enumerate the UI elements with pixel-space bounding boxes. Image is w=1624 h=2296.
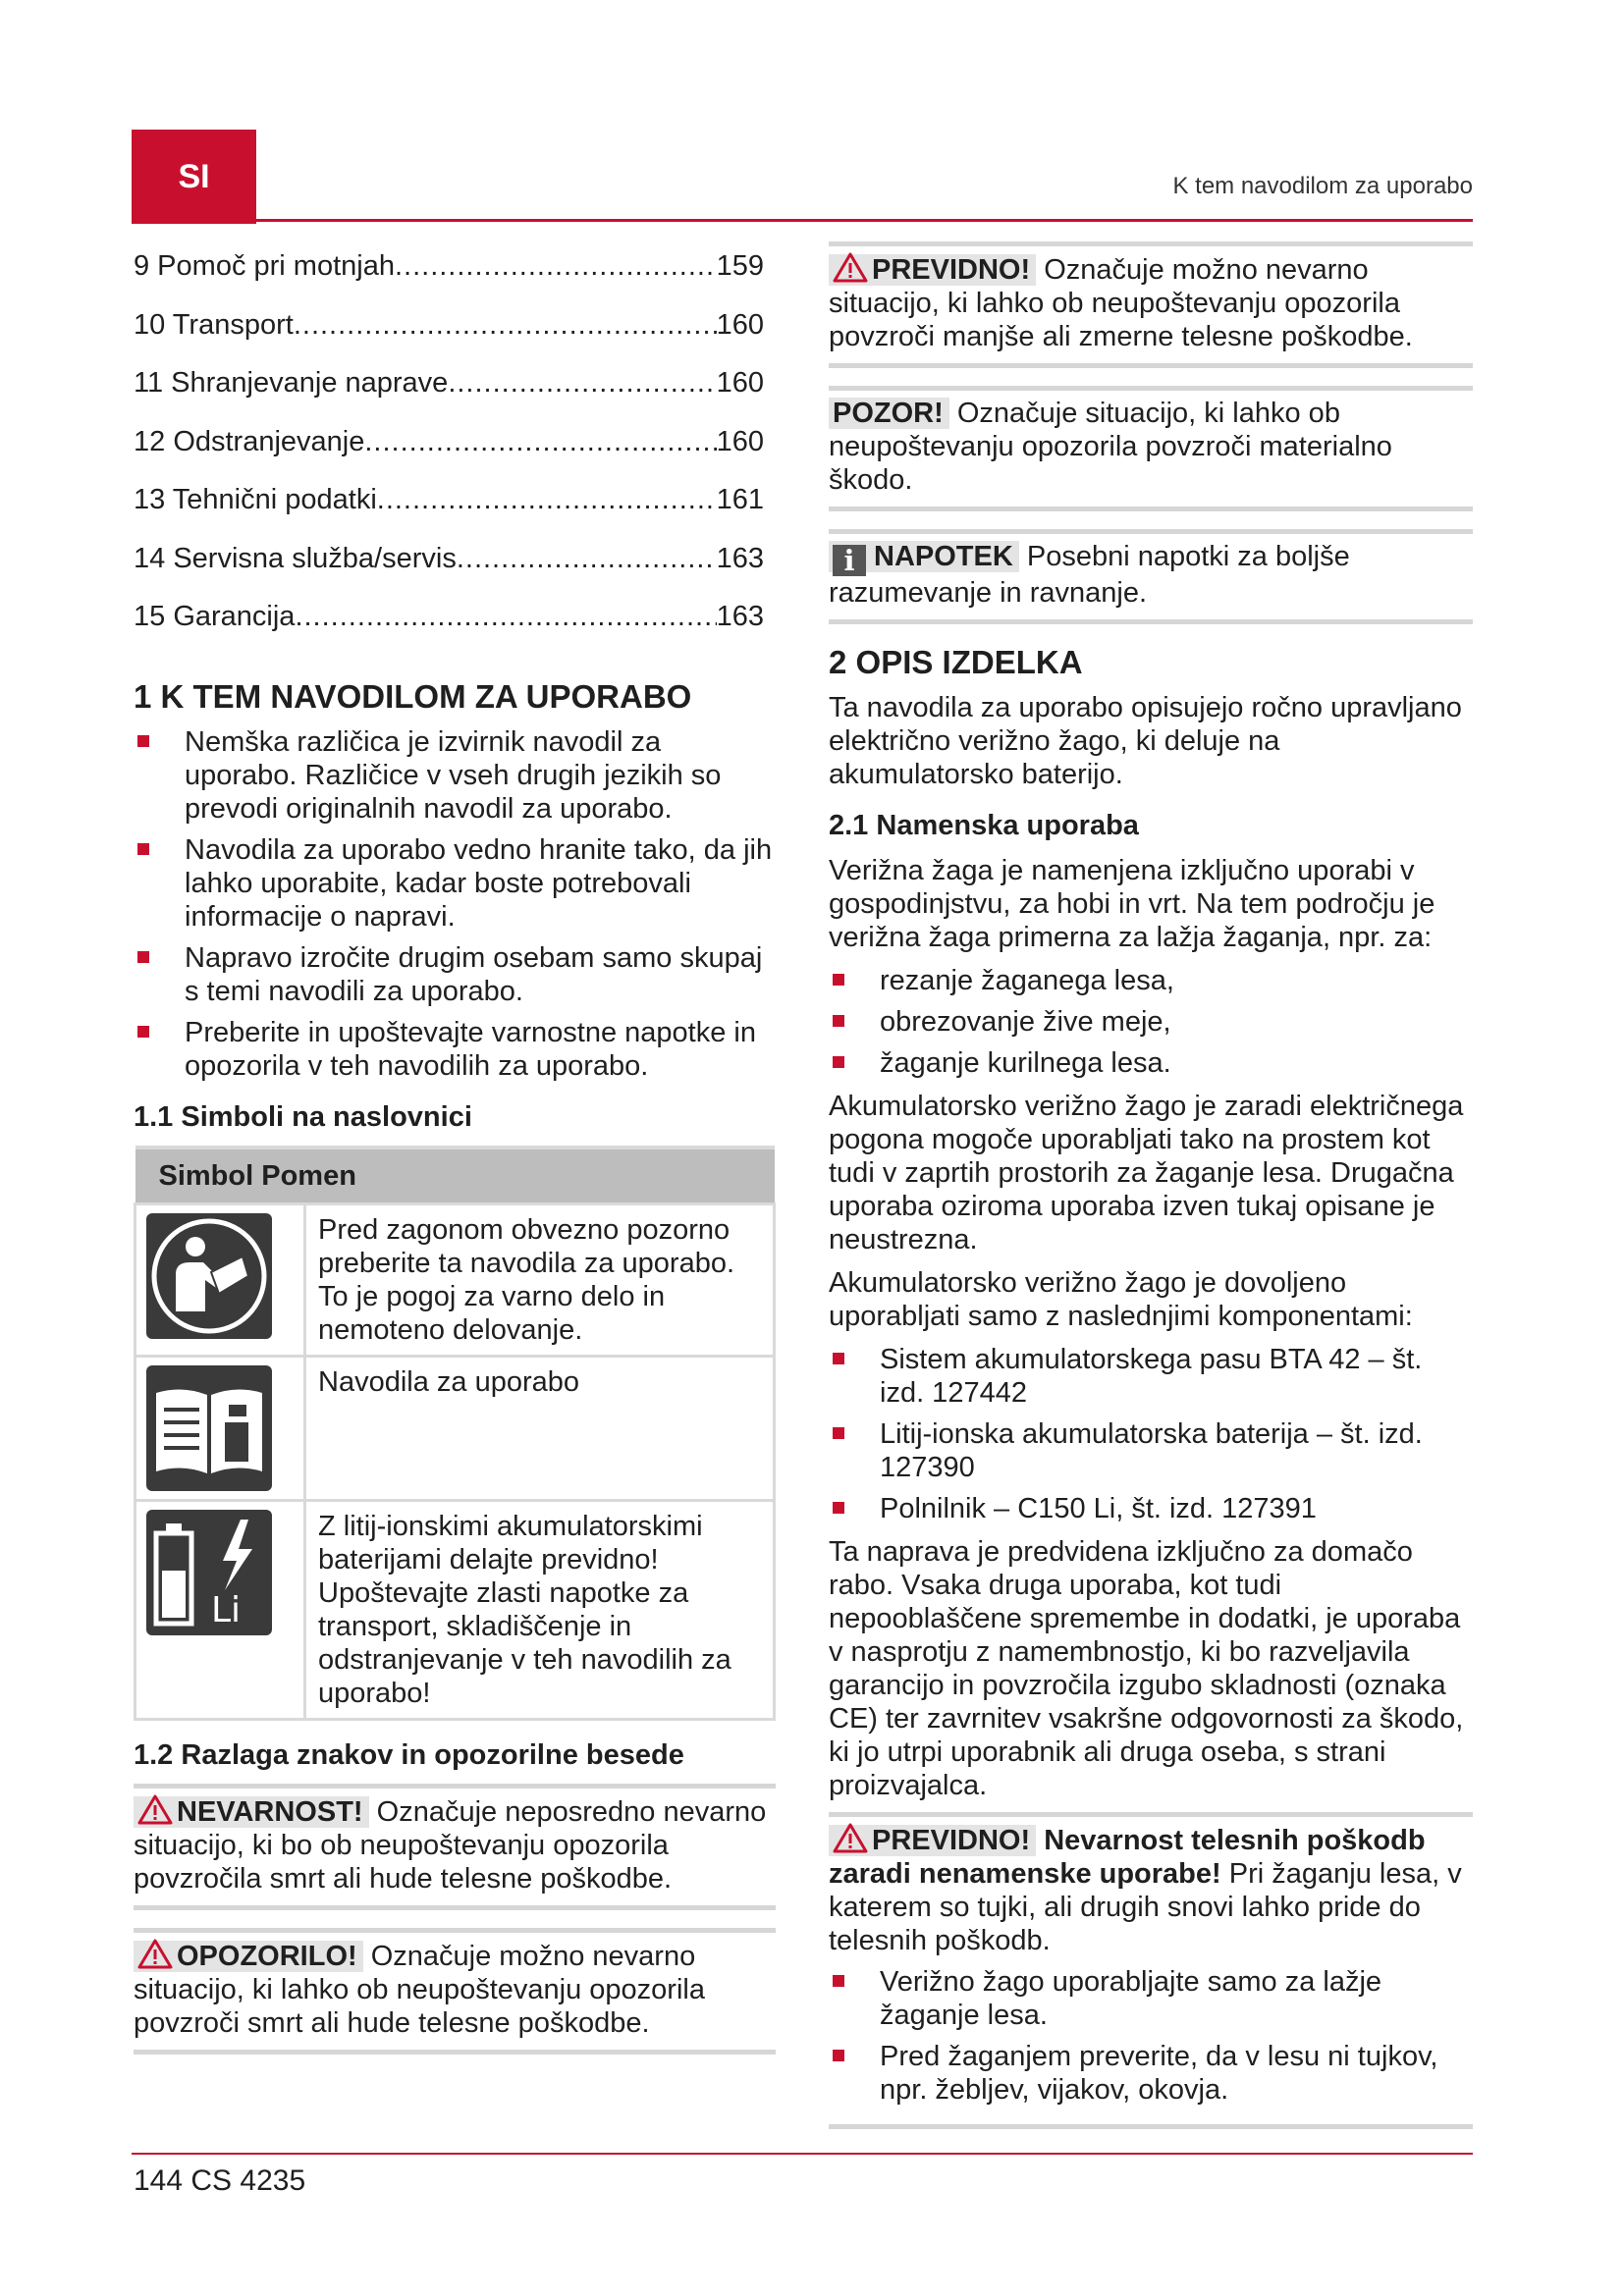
toc-label: 11 Shranjevanje naprave: [134, 367, 449, 399]
col-meaning-header: Pomen: [261, 1159, 356, 1192]
notice-text: Označuje možno nevarno situacijo, ki lahko ob neupoštevanju opozorila povzroči manjše ali zmerne telesne poškodbe.: [829, 254, 1413, 352]
toc-entry[interactable]: [134, 249, 776, 308]
signal-word-caution: [829, 254, 1036, 286]
components-list: [829, 1343, 1473, 1525]
notice-text: Označuje možno nevarno situacijo, ki lahko ob neupoštevanju opozorila povzroči smrt ali hude telesne poškodbe.: [134, 1940, 705, 2039]
subsection-1-2-heading: 1.2 Razlaga znakov in opozorilne besede: [134, 1738, 684, 1771]
toc-page: 159: [716, 250, 764, 282]
notice-text: Označuje neposredno nevarno situacijo, ki bo ob neupoštevanju opozorila povzročila smrt ali hude telesne poškodbe.: [134, 1795, 767, 1895]
toc-page: 160: [716, 425, 764, 457]
paragraph: Akumulatorsko verižno žago je zaradi električnega pogona mogoče uporabljati tako na prostem kot tudi v zaprtih prostorih za žaganje lesa. Drugačna uporaba oziroma uporaba izven tukaj opisane je neustrezna.: [829, 1091, 1464, 1255]
list-item: rezanje žaganega lesa,: [829, 964, 1473, 997]
signal-word-text: NAPOTEK: [874, 541, 1013, 572]
meaning-cell: Navodila za uporabo: [305, 1356, 775, 1500]
warning-triangle-icon: [137, 1939, 173, 1969]
list-item: Litij-ionska akumulatorska baterija – št. izd. 127390: [829, 1417, 1473, 1484]
toc-entry[interactable]: [134, 366, 776, 425]
toc-label: 14 Servisna služba/servis: [134, 542, 457, 574]
toc-entry[interactable]: [134, 308, 776, 367]
attention-notice: [829, 386, 1473, 511]
paragraph: Verižna žaga je namenjena izključno uporabi v gospodinjstvu, za hobi in vrt. Na tem področju je verižna žaga primerna za lažja žaganja, npr. za:: [829, 855, 1435, 953]
toc-entry[interactable]: [134, 425, 776, 484]
toc-label: 12 Odstranjevanje: [134, 425, 365, 457]
list-item: žaganje kurilnega lesa.: [829, 1046, 1473, 1080]
meaning-cell: Z litij-ionskimi akumulatorskimi baterijami delajte previdno! Upoštevajte zlasti napotke za transport, skladiščenje in odstranjevanje v teh navodilih za uporabo!: [305, 1500, 775, 1719]
warning-triangle-icon: [833, 1823, 868, 1853]
toc-page: 160: [716, 308, 764, 341]
section-2-heading: 2 OPIS IZDELKA: [829, 644, 1083, 680]
col-symbol-header: Simbol: [158, 1159, 254, 1192]
toc-entry[interactable]: [134, 483, 776, 542]
li-label: Li: [211, 1589, 242, 1630]
symbol-cell: [135, 1356, 305, 1500]
toc-label: 10 Transport: [134, 308, 294, 341]
table-row: [135, 1500, 775, 1719]
footer-rule: [132, 2153, 1473, 2155]
table-header: [135, 1148, 775, 1204]
toc-label: 9 Pomoč pri motnjah: [134, 250, 395, 282]
signal-word-text: NEVARNOST!: [177, 1795, 363, 1828]
symbols-table: [134, 1146, 776, 1721]
symbol-cell: [135, 1203, 305, 1356]
misuse-caution-notice: [829, 1812, 1473, 2129]
table-row: [135, 1203, 775, 1356]
signal-word-caution: [829, 1825, 1036, 1856]
subsection-1-1-heading: 1.1 Simboli na naslovnici: [134, 1100, 472, 1133]
warning-notice: [134, 1928, 776, 2055]
symbol-cell: [135, 1500, 305, 1719]
tip-notice: [829, 529, 1473, 624]
list-item: Pred žaganjem preverite, da v lesu ni tujkov, npr. žebljev, vijakov, okovja.: [829, 2040, 1473, 2107]
toc-entry[interactable]: [134, 542, 776, 601]
toc-entry[interactable]: [134, 600, 776, 659]
toc-leader: [448, 366, 716, 400]
read-manual-icon: [146, 1213, 272, 1339]
warning-triangle-icon: [137, 1794, 173, 1825]
info-icon: i: [833, 545, 866, 576]
toc-page: 160: [716, 367, 764, 399]
signal-word-attention: POZOR!: [829, 398, 949, 429]
toc-leader: [295, 600, 716, 633]
list-item: Verižno žago uporabljajte samo za lažje žaganje lesa.: [829, 1965, 1473, 2032]
table-of-contents: [134, 249, 776, 659]
signal-word-warning: [134, 1941, 363, 1972]
left-column: [134, 249, 776, 2072]
list-item: Polnilnik – C150 Li, št. izd. 127391: [829, 1492, 1473, 1525]
section-1-heading: 1 K TEM NAVODILOM ZA UPORABO: [134, 677, 692, 715]
toc-leader: [364, 425, 716, 458]
meaning-cell: Pred zagonom obvezno pozorno preberite ta navodila za uporabo. To je pogoj za varno delo in nemoteno delovanje.: [305, 1203, 775, 1356]
misuse-bullets: [829, 1965, 1473, 2107]
toc-page: 163: [716, 542, 764, 574]
notice-bold-text: Nevarnost telesnih poškodb zaradi nenamenske uporabe!: [829, 1825, 1426, 1890]
signal-word-text: OPOZORILO!: [177, 1940, 357, 1972]
right-column: [829, 241, 1473, 2147]
toc-label: 13 Tehnični podatki: [134, 484, 377, 515]
list-item: Preberite in upoštevajte varnostne napotke in opozorila v teh navodilih za uporabo.: [134, 1016, 776, 1083]
list-item: obrezovanje žive meje,: [829, 1005, 1473, 1039]
toc-label: 15 Garancija: [134, 601, 296, 632]
list-item: Navodila za uporabo vedno hranite tako, da jih lahko uporabite, kadar boste potrebovali informacije o napravi.: [134, 833, 776, 934]
section-1-bullets: [134, 725, 776, 1083]
toc-leader: [457, 542, 717, 575]
list-item: Sistem akumulatorskega pasu BTA 42 – št. izd. 127442: [829, 1343, 1473, 1410]
paragraph: Ta naprava je predvidena izključno za domačo rabo. Vsaka druga uporaba, kot tudi nepooblaščene spremembe in dodatki, je uporaba v nasprotju z namembnostjo, ki bo razveljavila garancijo in povzročila izgubo skladnosti (oznaka CE) ter zavrnitev vsakršne odgovornosti za škodo, ki jo utrpi uporabnik ali druga oseba, s strani proizvajalca.: [829, 1536, 1464, 1801]
page-number: 144 CS 4235: [134, 2164, 306, 2197]
signal-word-text: PREVIDNO!: [872, 1825, 1031, 1856]
subsection-2-1-heading: 2.1 Namenska uporaba: [829, 810, 1139, 841]
toc-page: 161: [716, 484, 764, 515]
toc-page: 163: [716, 601, 764, 632]
language-tab: SI: [132, 130, 256, 224]
toc-leader: [395, 249, 717, 283]
danger-notice: [134, 1784, 776, 1910]
warning-triangle-icon: [833, 252, 868, 283]
list-item: Napravo izročite drugim osebam samo skupaj s temi navodili za uporabo.: [134, 941, 776, 1008]
notice-text: Posebni napotki za boljše razumevanje in ravnanje.: [829, 541, 1350, 609]
table-header-row: [135, 1148, 775, 1204]
list-item: Nemška različica je izvirnik navodil za uporabo. Različice v vseh drugih jezikih so prevodi originalnih navodil za uporabo.: [134, 725, 776, 826]
signal-word-tip: [829, 541, 1019, 577]
manual-book-icon: [146, 1365, 272, 1491]
table-row: [135, 1356, 775, 1500]
uses-list: [829, 964, 1473, 1080]
toc-leader: [294, 308, 717, 342]
notice-text: Označuje situacijo, ki lahko ob neupoštevanju opozorila povzroči materialno škodo.: [829, 398, 1392, 496]
li-ion-battery-icon: [146, 1510, 272, 1635]
notice-text: Pri žaganju lesa, v katerem so tujki, ali drugih snovi lahko pride do telesnih poškodb.: [829, 1858, 1462, 1956]
signal-word-text: PREVIDNO!: [872, 254, 1031, 286]
paragraph: Akumulatorsko verižno žago je dovoljeno uporabljati samo z naslednjimi komponentami:: [829, 1267, 1413, 1332]
section-2-intro: Ta navodila za uporabo opisujejo ročno upravljano električno verižno žago, ki deluje na akumulatorsko baterijo.: [829, 692, 1462, 790]
header-rule: [132, 219, 1473, 222]
signal-word-danger: [134, 1796, 369, 1828]
toc-leader: [377, 483, 717, 516]
running-header-title: K tem navodilom za uporabo: [1172, 173, 1473, 199]
caution-notice: [829, 241, 1473, 368]
